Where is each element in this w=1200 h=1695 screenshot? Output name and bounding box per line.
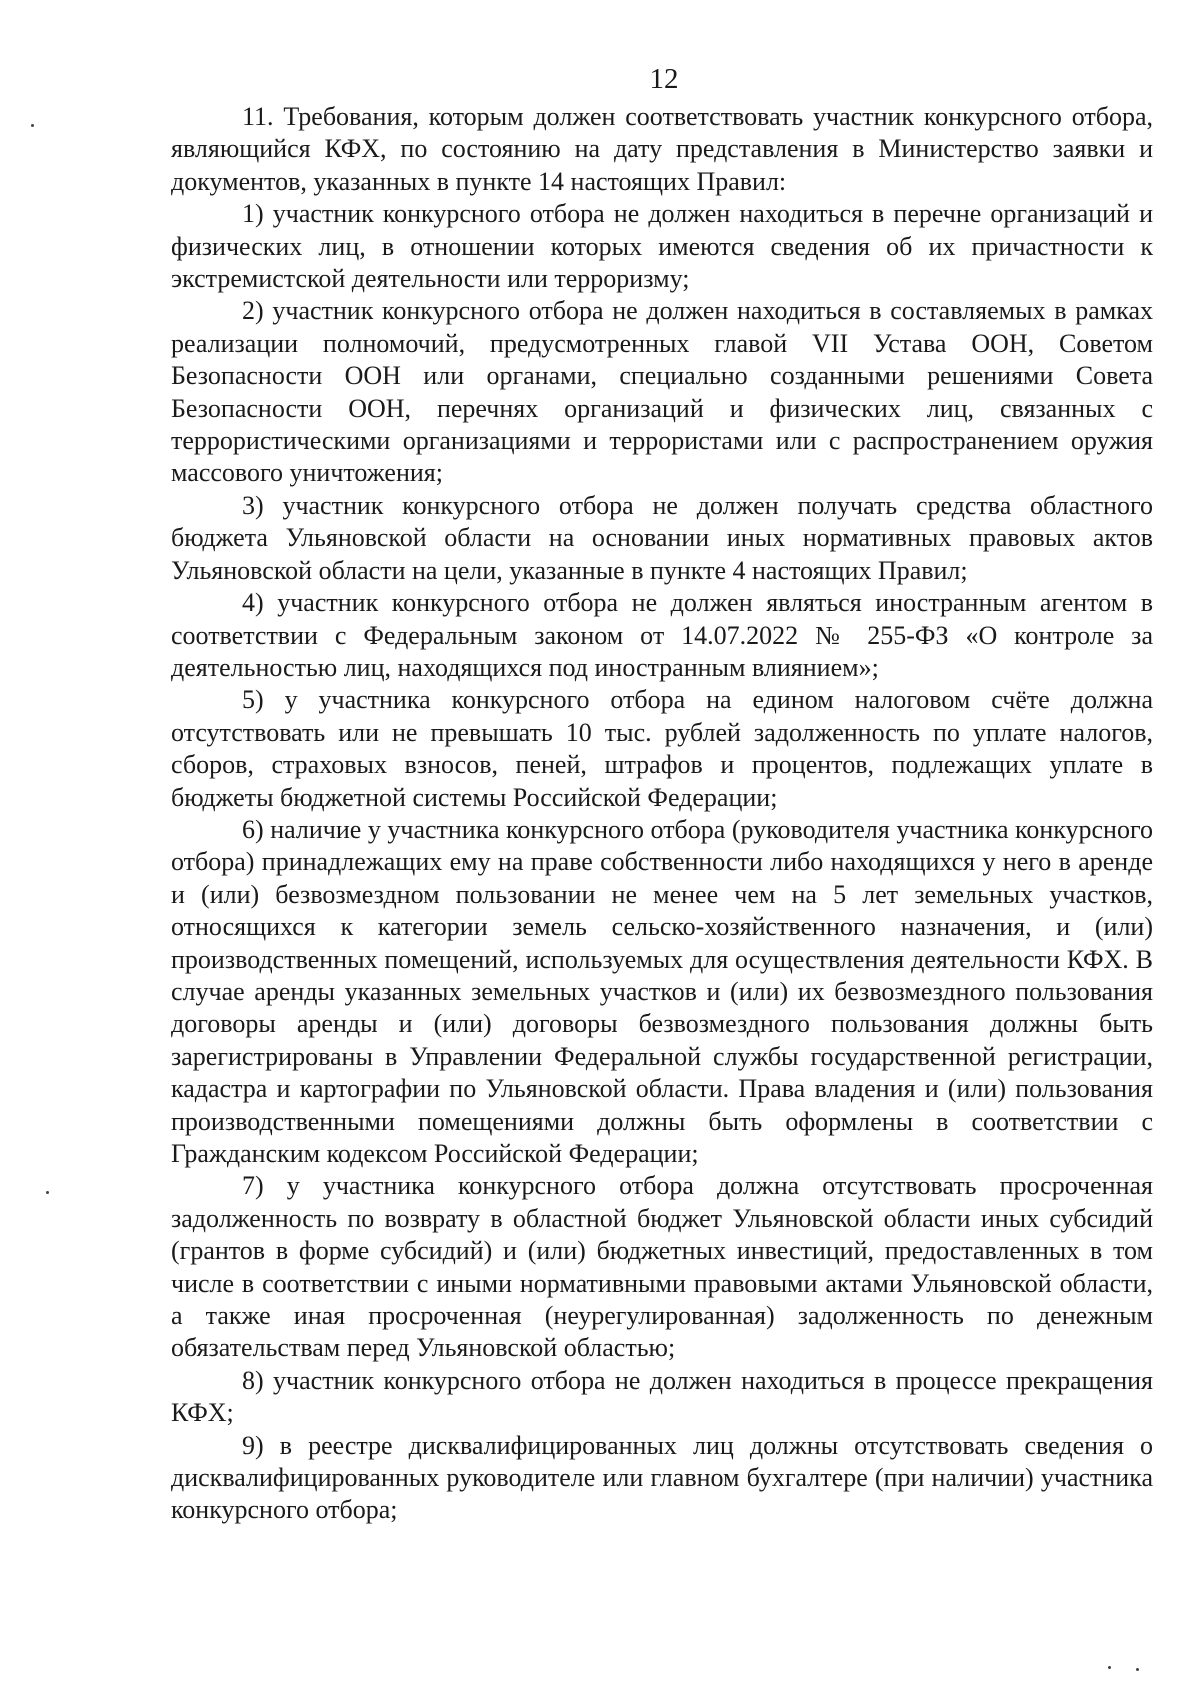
list-item-6: 6) наличие у участника конкурсного отбора (руководителя участника конкурсного отбора) принадлежащих ему на праве собственности либо находящихся у него в аренде и (или) безвозмездном пользовании не менее чем на 5 лет земельных участков, относящихся к категории земель сельско-хозяйственного назначения, и (или) производственных помещений, используемых для осуществления деятельности КФХ. В случае аренды указанных земельных участков и (или) их безвозмездного пользования договоры аренды и (или) договоры безвозмездного пользования должны быть зарегистрированы в Управлении Федеральной службы государственной регистрации, кадастра и картографии по Ульяновской области. Права владения и (или) пользования производственными помещениями должны быть оформлены в соответствии с Гражданским кодексом Российской Федерации; <box>171 814 1153 1168</box>
scan-speck <box>1108 1666 1111 1669</box>
list-item-5: 5) у участника конкурсного отбора на едином налоговом счёте должна отсутствовать или не превышать 10 тыс. рублей задолженность по уплате налогов, сборов, страховых взносов, пеней, штрафов и процентов, подлежащих уплате в бюджеты бюджетной системы Российской Федерации; <box>171 685 1153 812</box>
list-item-8: 8) участник конкурсного отбора не должен находиться в процессе прекращения КФХ; <box>171 1365 1153 1428</box>
scan-speck <box>46 1191 49 1194</box>
list-item-9: 9) в реестре дисквалифицированных лиц должны отсутствовать сведения о дисквалифицированных руководителе или главном бухгалтере (при наличии) участника конкурсного отбора; <box>171 1430 1153 1525</box>
list-item-7: 7) у участника конкурсного отбора должна отсутствовать просроченная задолженность по возврату в областной бюджет Ульяновской области иных субсидий (грантов в форме субсидий) и (или) бюджетных инвестиций, предоставленных в том числе в соответствии с иными нормативными правовыми актами Ульяновской области, а также иная просроченная (неурегулированная) задолженность по денежным обязательствам перед Ульяновской областью; <box>171 1171 1153 1363</box>
scan-speck <box>31 124 34 127</box>
paragraph-11-intro: 11. Требования, которым должен соответствовать участник конкурсного отбора, являющийся КФХ, по состоянию на дату представления в Министерство заявки и документов, указанных в пункте 14 настоящих Правил: <box>171 102 1153 196</box>
document-body <box>171 101 1153 1527</box>
list-item-1: 1) участник конкурсного отбора не должен находиться в перечне организаций и физических лиц, в отношении которых имеются сведения об их причастности к экстремистской деятельности или терроризму; <box>171 199 1153 294</box>
page-number: 12 <box>649 63 679 95</box>
scan-speck <box>1136 1668 1139 1671</box>
list-item-4: 4) участник конкурсного отбора не должен являться иностранным агентом в соответствии с Федеральным законом от 14.07.2022 № 255-ФЗ «О контроле за деятельностью лиц, находящихся под иностранным влиянием»; <box>171 588 1153 682</box>
list-item-3: 3) участник конкурсного отбора не должен получать средства областного бюджета Ульяновской области на основании иных нормативных правовых актов Ульяновской области на цели, указанные в пункте 4 настоящих Правил; <box>171 490 1153 585</box>
list-item-2: 2) участник конкурсного отбора не должен находиться в составляемых в рамках реализации полномочий, предусмотренных главой VII Устава ООН, Советом Безопасности ООН или органами, специально созданными решениями Совета Безопасности ООН, перечнях организаций и физических лиц, связанных с террористическими организациями и террористами или с распространением оружия массового уничтожения; <box>171 296 1153 488</box>
